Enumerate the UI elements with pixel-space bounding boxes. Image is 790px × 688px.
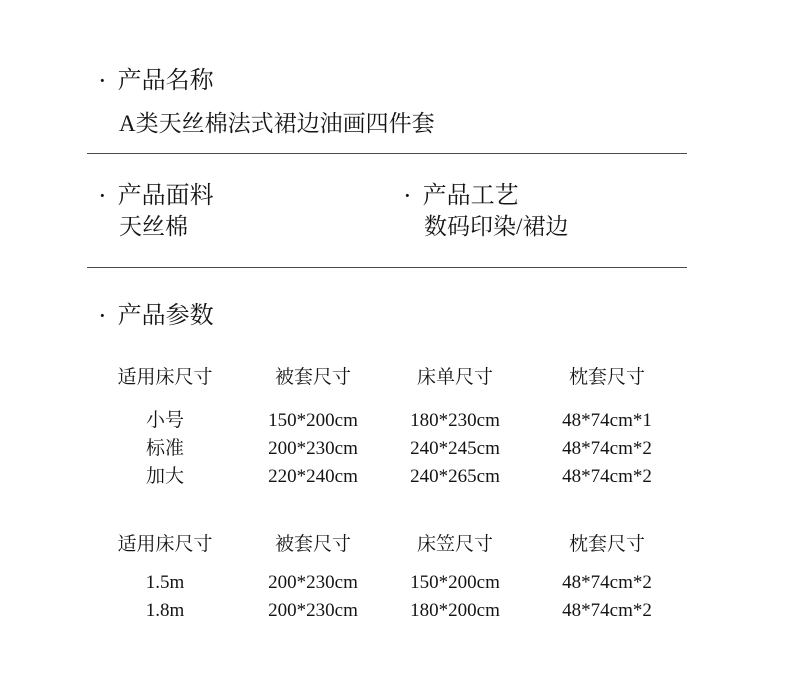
table-cell: 1.8m [145,600,185,621]
table-header-cell: 枕套尺寸 [568,534,645,555]
table-cell: 240*245cm [410,438,500,459]
craft-label: 产品工艺 [422,183,519,209]
table-row [90,407,690,435]
bullet-icon: · [98,301,107,330]
table-cell: 48*74cm*2 [562,466,652,487]
params-table-fitted [90,531,690,625]
table-header-row [90,531,690,559]
table-cell: 220*240cm [268,466,358,487]
table-header-cell: 枕套尺寸 [568,367,645,388]
fabric-label: 产品面料 [117,183,214,209]
table-cell: 48*74cm*2 [562,438,652,459]
table-header-cell: 被套尺寸 [274,534,351,555]
table-cell: 小号 [145,410,184,431]
table-cell: 48*74cm*2 [562,600,652,621]
table-cell: 48*74cm*2 [562,572,652,593]
params-table-sheet [90,364,690,491]
table-header-cell: 床笠尺寸 [416,534,493,555]
section-heading-product-name [98,66,214,96]
product-name-label: 产品名称 [117,68,214,94]
table-cell: 200*230cm [268,572,358,593]
table-header-cell: 被套尺寸 [274,367,351,388]
table-header-cell: 适用床尺寸 [117,534,213,555]
params-label: 产品参数 [117,303,214,329]
table-row [90,463,690,491]
table-header-cell: 适用床尺寸 [117,367,213,388]
table-cell: 加大 [145,466,184,487]
section-heading-fabric [98,181,214,211]
table-cell: 200*230cm [268,438,358,459]
table-header-cell: 床单尺寸 [416,367,493,388]
table-cell: 标准 [145,438,184,459]
table-cell: 1.5m [145,572,185,593]
table-row [90,597,690,625]
divider [87,267,687,268]
table-header-row [90,364,690,392]
table-cell: 150*200cm [410,572,500,593]
craft-value: 数码印染/裙边 [424,214,569,239]
bullet-icon: · [98,66,107,95]
table-cell: 180*230cm [410,410,500,431]
table-row [90,435,690,463]
bullet-icon: · [403,181,412,210]
divider [87,153,687,154]
product-name-value: A类天丝棉法式裙边油画四件套 [119,111,435,136]
table-cell: 240*265cm [410,466,500,487]
section-heading-params [98,301,214,331]
fabric-value: 天丝棉 [119,214,188,239]
table-cell: 48*74cm*1 [562,410,652,431]
bullet-icon: · [98,181,107,210]
table-row [90,569,690,597]
table-cell: 180*200cm [410,600,500,621]
table-cell: 150*200cm [268,410,358,431]
section-heading-craft [403,181,519,211]
table-cell: 200*230cm [268,600,358,621]
